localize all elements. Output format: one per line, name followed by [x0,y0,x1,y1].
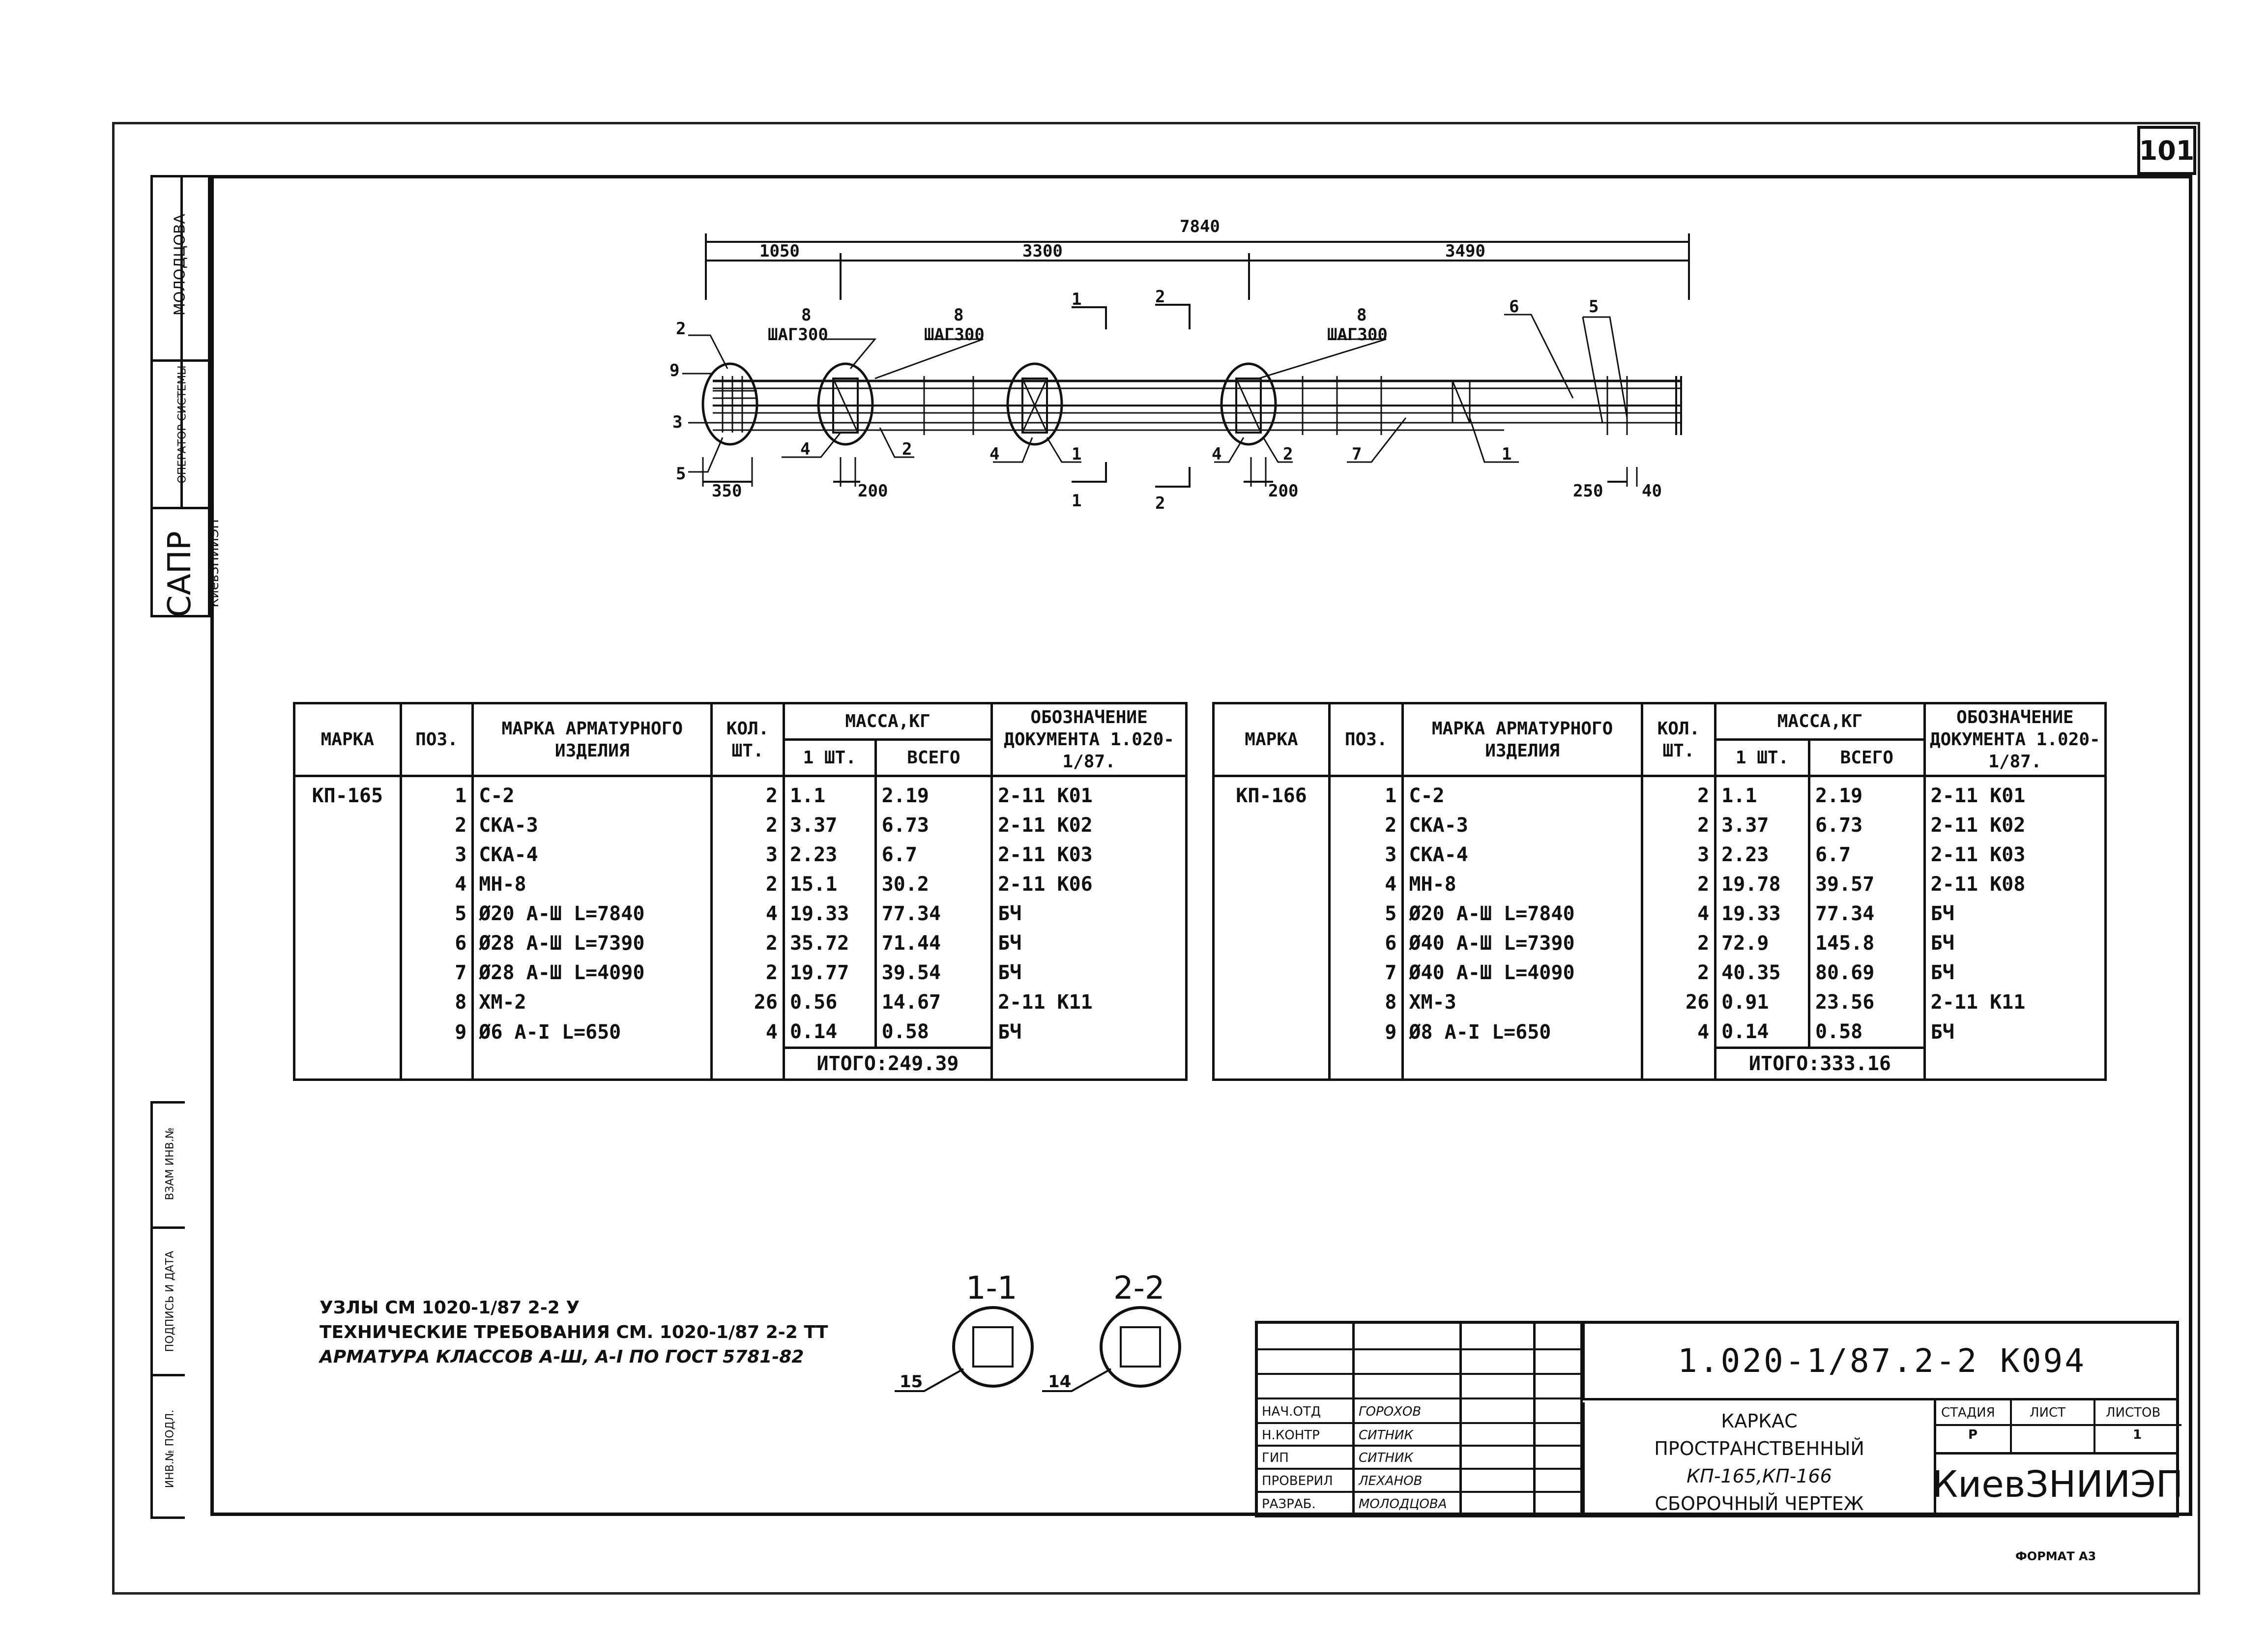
spec-table-kp165 [293,702,1188,1081]
cell-mass-1: 19.78 [1716,870,1809,899]
cell-empty [1642,1048,1715,1080]
table-row [1214,958,2106,988]
left-stamp-upper [150,175,222,617]
callout-2b: 2 [1283,444,1293,464]
note-1: УЗЛЫ СМ 1020-1/87 2-2 У [320,1298,580,1318]
cell-empty [992,1048,1187,1080]
cell-mass-all: 6.7 [875,840,991,870]
sapr-label: САПР [162,531,198,617]
cell-marka [294,1017,401,1048]
cell-doc: БЧ [1924,929,2105,958]
cell-mass-1: 2.23 [784,840,875,870]
dim-250: 250 [1573,481,1603,501]
cell-doc: БЧ [992,929,1187,958]
cell-doc: 2-11 К01 [992,776,1187,811]
cell-mass-1: 0.14 [784,1017,875,1048]
cell-doc: 2-11 К08 [1924,870,2105,899]
table-row [1214,1017,2106,1048]
section-1-1-label: 1-1 [966,1270,1018,1307]
cell-empty [294,1048,401,1080]
cell-mass-all: 2.19 [875,776,991,811]
cell-doc: БЧ [992,899,1187,929]
cell-qty: 4 [712,1017,784,1048]
pitch-num-3: 8 [1357,305,1367,325]
cell-mass-1: 3.37 [784,811,875,840]
pitch-num-1: 8 [801,305,812,325]
cross-sections [885,1258,1199,1406]
cell-mass-1: 1.1 [1716,776,1809,811]
cell-mass-1: 0.56 [784,988,875,1017]
sheets-value: 1 [2133,1427,2142,1442]
cell-doc: 2-11 К02 [1924,811,2105,840]
th-item: МАРКА АРМАТУРНОГО ИЗДЕЛИЯ [1403,703,1642,776]
total-row [294,1048,1187,1080]
inv-label: ИНВ.№ ПОДЛ. [164,1409,176,1488]
cell-doc: 2-11 К03 [992,840,1187,870]
stage-label: СТАДИЯ [1941,1405,1995,1420]
role-name: СИТНИК [1359,1451,1413,1465]
dim-200b: 200 [1268,481,1299,501]
table-row [294,870,1187,899]
cell-doc: 2-11 К02 [992,811,1187,840]
th-qty: КОЛ. ШТ. [712,703,784,776]
cell-poz: 9 [1329,1017,1402,1048]
cell-marka: КП-165 [294,776,401,811]
table-row [1214,870,2106,899]
pitch-num-2: 8 [954,305,964,325]
dim-3490: 3490 [1445,241,1485,261]
cell-doc: БЧ [1924,958,2105,988]
document-code: 1.020-1/87.2-2 К094 [1678,1342,2086,1380]
cell-qty: 4 [1642,1017,1715,1048]
cell-poz: 1 [401,776,473,811]
cell-marka [294,929,401,958]
section-2-2-label: 2-2 [1113,1270,1165,1307]
organization: КиевЗНИИЭП [1934,1455,2179,1514]
cell-qty: 2 [1642,870,1715,899]
cell-item: Ø28 А-Ш L=7390 [473,929,712,958]
cell-mass-all: 80.69 [1809,958,1924,988]
th-marka: МАРКА [1214,703,1330,776]
pitch-text-1: ШАГ300 [768,325,828,345]
callout-3: 3 [672,412,683,432]
cell-qty: 4 [1642,899,1715,929]
cell-marka: КП-166 [1214,776,1330,811]
cell-mass-1: 19.33 [1716,899,1809,929]
cell-marka [1214,988,1330,1017]
section-mark-2-bottom: 2 [1155,494,1165,513]
th-mass-all: ВСЕГО [875,740,991,776]
cell-item: МН-8 [473,870,712,899]
cell-item: Ø20 А-Ш L=7840 [1403,899,1642,929]
pitch-text-3: ШАГ300 [1327,325,1388,345]
cell-poz: 8 [1329,988,1402,1017]
cell-poz: 8 [401,988,473,1017]
note-3: АРМАТУРА КЛАССОВ А-Ш, А-I ПО ГОСТ 5781-82 [320,1347,804,1367]
th-mass: МАССА,КГ [1716,703,1925,740]
dim-200a: 200 [858,481,888,501]
cell-mass-all: 6.73 [1809,811,1924,840]
cell-marka [1214,958,1330,988]
cell-mass-1: 72.9 [1716,929,1809,958]
cell-poz: 5 [401,899,473,929]
operator-name: МОЛОДЦОВА [171,213,189,316]
cell-mass-1: 1.1 [784,776,875,811]
operator-label: ОПЕРАТОР СИСТЕМЫ [176,365,189,484]
dim-overall: 7840 [1180,217,1220,236]
cell-item: СКА-3 [473,811,712,840]
dim-350: 350 [712,481,742,501]
cell-marka [1214,811,1330,840]
cell-doc: БЧ [992,958,1187,988]
cell-marka [1214,840,1330,870]
cell-item: С-2 [473,776,712,811]
role-label: Н.КОНТР [1262,1428,1320,1443]
cell-mass-all: 23.56 [1809,988,1924,1017]
cell-doc: 2-11 К06 [992,870,1187,899]
table-row [294,958,1187,988]
cell-item: Ø20 А-Ш L=7840 [473,899,712,929]
cell-mass-1: 19.77 [784,958,875,988]
cell-marka [294,988,401,1017]
cage-elevation-drawing [639,211,1770,555]
sheet-number: 101 [2137,126,2196,175]
section-2-2-callout: 14 [1048,1372,1072,1392]
role-label: ПРОВЕРИЛ [1262,1474,1333,1488]
role-name: МОЛОДЦОВА [1359,1497,1447,1512]
cell-mass-1: 40.35 [1716,958,1809,988]
podpis-label: ПОДПИСЬ И ДАТА [164,1251,176,1352]
vzam-label: ВЗАМ ИНВ.№ [164,1127,176,1200]
cell-doc: БЧ [1924,1017,2105,1048]
cell-poz: 4 [1329,870,1402,899]
table-row [294,988,1187,1017]
signature-grid [1258,1324,1582,1514]
cell-qty: 2 [712,811,784,840]
th-item: МАРКА АРМАТУРНОГО ИЗДЕЛИЯ [473,703,712,776]
th-mass-1: 1 ШТ. [1716,740,1809,776]
cell-poz: 1 [1329,776,1402,811]
cell-marka [294,958,401,988]
cell-poz: 3 [401,840,473,870]
cell-qty: 2 [1642,811,1715,840]
cell-item: СКА-3 [1403,811,1642,840]
table-row [1214,988,2106,1017]
cell-mass-1: 15.1 [784,870,875,899]
title-line-3: КП-165,КП-166 [1686,1465,1832,1487]
cell-empty [712,1048,784,1080]
spec-table-kp166 [1212,702,2107,1081]
role-name: ГОРОХОВ [1359,1404,1422,1419]
cell-qty: 2 [1642,958,1715,988]
th-mass-all: ВСЕГО [1809,740,1924,776]
th-doc: ОБОЗНАЧЕНИЕ ДОКУМЕНТА 1.020-1/87. [1924,703,2105,776]
note-2: ТЕХНИЧЕСКИЕ ТРЕБОВАНИЯ СМ. 1020-1/87 2-2 ТТ [320,1322,828,1342]
cell-poz: 2 [1329,811,1402,840]
title-line-4: СБОРОЧНЫЙ ЧЕРТЕЖ [1655,1493,1864,1514]
table-row [1214,899,2106,929]
callout-4c: 4 [1212,444,1222,464]
cell-qty: 26 [712,988,784,1017]
cell-marka [294,811,401,840]
cell-mass-1: 0.91 [1716,988,1809,1017]
sheet-label: ЛИСТ [2030,1405,2066,1420]
pitch-text-2: ШАГ300 [924,325,985,345]
sapr-org: КиевЗНИИЭП [207,519,222,608]
cell-poz: 9 [401,1017,473,1048]
cell-poz: 3 [1329,840,1402,870]
role-label: РАЗРАБ. [1262,1497,1316,1512]
th-doc: ОБОЗНАЧЕНИЕ ДОКУМЕНТА 1.020-1/87. [992,703,1187,776]
table-row [1214,840,2106,870]
cell-item: Ø40 А-Ш L=7390 [1403,929,1642,958]
cell-item: Ø6 А-I L=650 [473,1017,712,1048]
cell-qty: 2 [1642,929,1715,958]
table-row [294,899,1187,929]
section-mark-1-bottom: 1 [1072,491,1082,511]
document-title [1582,1402,1934,1514]
cell-marka [1214,870,1330,899]
dim-40: 40 [1642,481,1662,501]
callout-9: 9 [669,361,680,380]
cell-poz: 6 [1329,929,1402,958]
stage-value: Р [1968,1427,1978,1442]
cell-mass-all: 145.8 [1809,929,1924,958]
title-block [1255,1321,2183,1517]
role-label: ГИП [1262,1451,1289,1465]
callout-1a: 1 [1072,444,1082,464]
callout-6: 6 [1509,297,1519,317]
callout-5: 5 [676,464,686,484]
cell-item: Ø28 А-Ш L=4090 [473,958,712,988]
th-marka: МАРКА [294,703,401,776]
cell-marka [1214,899,1330,929]
cell-mass-all: 30.2 [875,870,991,899]
cell-empty [401,1048,473,1080]
cell-mass-all: 39.57 [1809,870,1924,899]
table-row [1214,776,2106,811]
callout-2a: 2 [902,439,912,459]
callout-4a: 4 [800,439,811,459]
cell-item: ХМ-3 [1403,988,1642,1017]
cell-poz: 7 [401,958,473,988]
cell-marka [294,840,401,870]
table-row [294,811,1187,840]
th-mass-1: 1 ШТ. [784,740,875,776]
table-row [294,776,1187,811]
section-1-1-callout: 15 [900,1372,923,1392]
cell-empty [473,1048,712,1080]
table-row [1214,811,2106,840]
cell-doc: 2-11 К11 [992,988,1187,1017]
th-poz: ПОЗ. [401,703,473,776]
cell-doc: 2-11 К03 [1924,840,2105,870]
section-mark-2-top: 2 [1155,287,1165,307]
notes-block [320,1296,828,1369]
cell-item: СКА-4 [473,840,712,870]
cell-marka [294,899,401,929]
cell-poz: 7 [1329,958,1402,988]
cell-poz: 4 [401,870,473,899]
cell-mass-all: 6.7 [1809,840,1924,870]
dim-1050: 1050 [759,241,800,261]
cell-qty: 2 [712,929,784,958]
cell-marka [294,870,401,899]
cell-item: СКА-4 [1403,840,1642,870]
cell-item: С-2 [1403,776,1642,811]
cell-mass-1: 0.14 [1716,1017,1809,1048]
role-label: НАЧ.ОТД [1262,1404,1321,1419]
callout-2: 2 [676,319,686,339]
cell-qty: 2 [1642,776,1715,811]
cell-qty: 2 [712,870,784,899]
stage-cells [1934,1400,2179,1455]
th-mass: МАССА,КГ [784,703,991,740]
mass-total: ИТОГО:249.39 [784,1048,991,1080]
cell-empty [1214,1048,1330,1080]
callout-1b: 1 [1502,444,1512,464]
cell-item: МН-8 [1403,870,1642,899]
cell-marka [1214,929,1330,958]
cell-qty: 4 [712,899,784,929]
cell-mass-all: 39.54 [875,958,991,988]
callout-4b: 4 [989,444,1000,464]
dim-3300: 3300 [1022,241,1063,261]
cell-mass-all: 14.67 [875,988,991,1017]
table-row [1214,929,2106,958]
cell-qty: 3 [712,840,784,870]
cell-mass-all: 0.58 [1809,1017,1924,1048]
cell-marka [1214,1017,1330,1048]
cell-qty: 26 [1642,988,1715,1017]
table-row [294,1017,1187,1048]
table-row [294,929,1187,958]
cell-doc: 2-11 К11 [1924,988,2105,1017]
cell-doc: БЧ [1924,899,2105,929]
cell-poz: 2 [401,811,473,840]
left-stamp-lower [150,1101,185,1519]
cell-mass-all: 71.44 [875,929,991,958]
cell-item: ХМ-2 [473,988,712,1017]
callout-7: 7 [1352,444,1362,464]
table-row [294,840,1187,870]
cell-mass-all: 2.19 [1809,776,1924,811]
cell-qty: 2 [712,776,784,811]
cell-qty: 2 [712,958,784,988]
role-name: СИТНИК [1359,1428,1413,1443]
cell-empty [1403,1048,1642,1080]
cell-mass-1: 2.23 [1716,840,1809,870]
mass-total: ИТОГО:333.16 [1716,1048,1925,1080]
cell-mass-1: 3.37 [1716,811,1809,840]
cell-item: Ø8 А-I L=650 [1403,1017,1642,1048]
section-mark-1-top: 1 [1072,290,1082,309]
cell-doc: БЧ [992,1017,1187,1048]
callout-5b: 5 [1589,297,1599,317]
th-poz: ПОЗ. [1329,703,1402,776]
cell-mass-all: 0.58 [875,1017,991,1048]
cell-mass-1: 35.72 [784,929,875,958]
total-row [1214,1048,2106,1080]
title-line-1: КАРКАС [1721,1410,1798,1432]
cell-mass-all: 77.34 [1809,899,1924,929]
th-qty: КОЛ. ШТ. [1642,703,1715,776]
role-name: ЛЕХАНОВ [1359,1474,1423,1488]
cell-qty: 3 [1642,840,1715,870]
cell-poz: 5 [1329,899,1402,929]
cell-empty [1924,1048,2105,1080]
title-line-2: ПРОСТРАНСТВЕННЫЙ [1654,1438,1864,1459]
cell-mass-1: 19.33 [784,899,875,929]
cell-poz: 6 [401,929,473,958]
format-label: ФОРМАТ А3 [2015,1549,2096,1563]
sheets-label: ЛИСТОВ [2106,1405,2161,1420]
cell-item: Ø40 А-Ш L=4090 [1403,958,1642,988]
cell-doc: 2-11 К01 [1924,776,2105,811]
cell-empty [1329,1048,1402,1080]
cell-mass-all: 6.73 [875,811,991,840]
cell-mass-all: 77.34 [875,899,991,929]
